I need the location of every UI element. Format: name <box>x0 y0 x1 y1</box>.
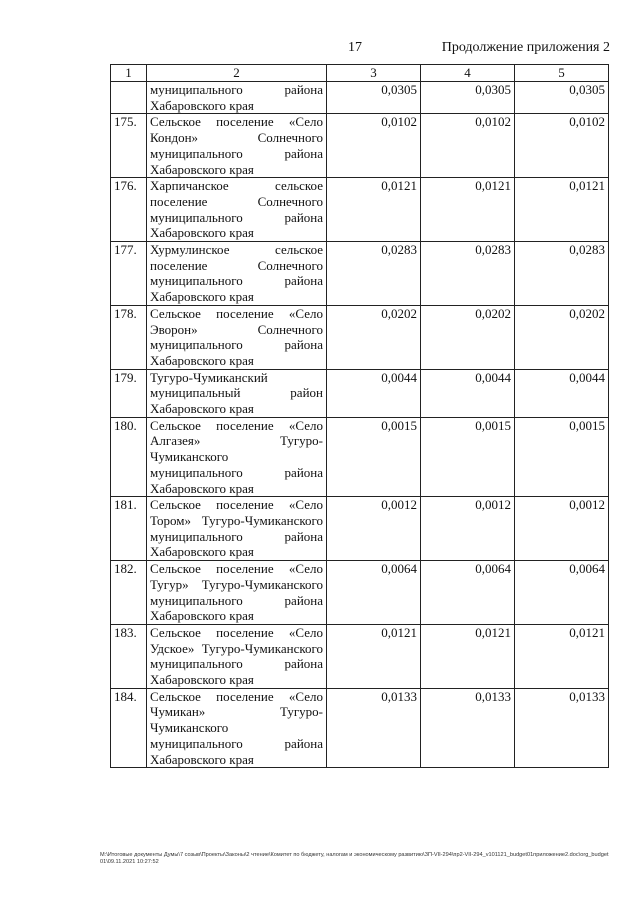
value-col5: 0,0012 <box>515 497 609 561</box>
row-number: 177. <box>111 242 147 306</box>
row-number: 183. <box>111 624 147 688</box>
table-row <box>111 305 609 369</box>
document-path-footer: M:\Итоговые документы Думы\7 созыв\Проекты\Законы\2 чтение\Комитет по бюджету, налогам и экономическому развитию\ЗП-VII-294\пр2-VII-294_v101121_budget01приложение2.doc\org_budget01\09.11.2021 10:27:52 <box>100 852 609 865</box>
table-row <box>111 114 609 178</box>
settlement-name: Сельское поселение «Село Тугур» Тугуро-Чумиканского муниципального района Хабаровского края <box>147 561 327 625</box>
settlement-name: Сельское поселение «Село Чумикан» Тугуро-Чумиканского муниципального района Хабаровского края <box>147 688 327 768</box>
row-number: 180. <box>111 417 147 497</box>
settlement-name: Сельское поселение «Село Кондон» Солнечного муниципального района Хабаровского края <box>147 114 327 178</box>
settlement-name: Харпичанское сельское поселение Солнечного муниципального района Хабаровского края <box>147 178 327 242</box>
value-col3: 0,0044 <box>327 369 421 417</box>
value-col4: 0,0012 <box>421 497 515 561</box>
row-number: 182. <box>111 561 147 625</box>
value-col3: 0,0102 <box>327 114 421 178</box>
row-number: 175. <box>111 114 147 178</box>
value-col4: 0,0305 <box>421 82 515 114</box>
table-header-row <box>111 65 609 82</box>
column-header: 4 <box>421 65 515 82</box>
settlement-name: Тугуро-Чумиканский муниципальный район Хабаровского края <box>147 369 327 417</box>
value-col5: 0,0283 <box>515 242 609 306</box>
table-row <box>111 82 609 114</box>
settlement-name: Сельское поселение «Село Удское» Тугуро-Чумиканского муниципального района Хабаровского края <box>147 624 327 688</box>
column-header: 2 <box>147 65 327 82</box>
settlement-name: Сельское поселение «Село Тором» Тугуро-Чумиканского муниципального района Хабаровского края <box>147 497 327 561</box>
value-col3: 0,0064 <box>327 561 421 625</box>
value-col3: 0,0202 <box>327 305 421 369</box>
value-col4: 0,0283 <box>421 242 515 306</box>
settlement-name: Сельское поселение «Село Алгазея» Тугуро-Чумиканского муниципального района Хабаровского края <box>147 417 327 497</box>
value-col5: 0,0044 <box>515 369 609 417</box>
column-header: 3 <box>327 65 421 82</box>
table-row <box>111 242 609 306</box>
continuation-heading: Продолжение приложения 2 <box>441 40 610 55</box>
value-col3: 0,0305 <box>327 82 421 114</box>
row-number: 179. <box>111 369 147 417</box>
table-row <box>111 178 609 242</box>
value-col5: 0,0121 <box>515 624 609 688</box>
page-number: 17 <box>348 40 362 55</box>
value-col5: 0,0064 <box>515 561 609 625</box>
table-row <box>111 417 609 497</box>
column-header: 5 <box>515 65 609 82</box>
value-col4: 0,0202 <box>421 305 515 369</box>
row-number: 184. <box>111 688 147 768</box>
value-col5: 0,0102 <box>515 114 609 178</box>
table-row <box>111 497 609 561</box>
value-col3: 0,0121 <box>327 178 421 242</box>
settlement-name: Хурмулинское сельское поселение Солнечного муниципального района Хабаровского края <box>147 242 327 306</box>
settlement-name: Сельское поселение «Село Эворон» Солнечного муниципального района Хабаровского края <box>147 305 327 369</box>
value-col5: 0,0015 <box>515 417 609 497</box>
value-col5: 0,0202 <box>515 305 609 369</box>
value-col5: 0,0305 <box>515 82 609 114</box>
row-number: 181. <box>111 497 147 561</box>
value-col4: 0,0121 <box>421 624 515 688</box>
value-col4: 0,0102 <box>421 114 515 178</box>
table-row <box>111 369 609 417</box>
row-number: 178. <box>111 305 147 369</box>
value-col3: 0,0012 <box>327 497 421 561</box>
table-row <box>111 688 609 768</box>
value-col5: 0,0133 <box>515 688 609 768</box>
value-col4: 0,0133 <box>421 688 515 768</box>
value-col5: 0,0121 <box>515 178 609 242</box>
settlement-name: муниципального района Хабаровского края <box>147 82 327 114</box>
value-col4: 0,0015 <box>421 417 515 497</box>
column-header: 1 <box>111 65 147 82</box>
table-row <box>111 624 609 688</box>
value-col4: 0,0121 <box>421 178 515 242</box>
value-col4: 0,0064 <box>421 561 515 625</box>
table-row <box>111 561 609 625</box>
value-col3: 0,0283 <box>327 242 421 306</box>
row-number: 176. <box>111 178 147 242</box>
value-col3: 0,0121 <box>327 624 421 688</box>
row-number <box>111 82 147 114</box>
value-col3: 0,0015 <box>327 417 421 497</box>
value-col3: 0,0133 <box>327 688 421 768</box>
value-col4: 0,0044 <box>421 369 515 417</box>
budget-table <box>110 64 609 768</box>
